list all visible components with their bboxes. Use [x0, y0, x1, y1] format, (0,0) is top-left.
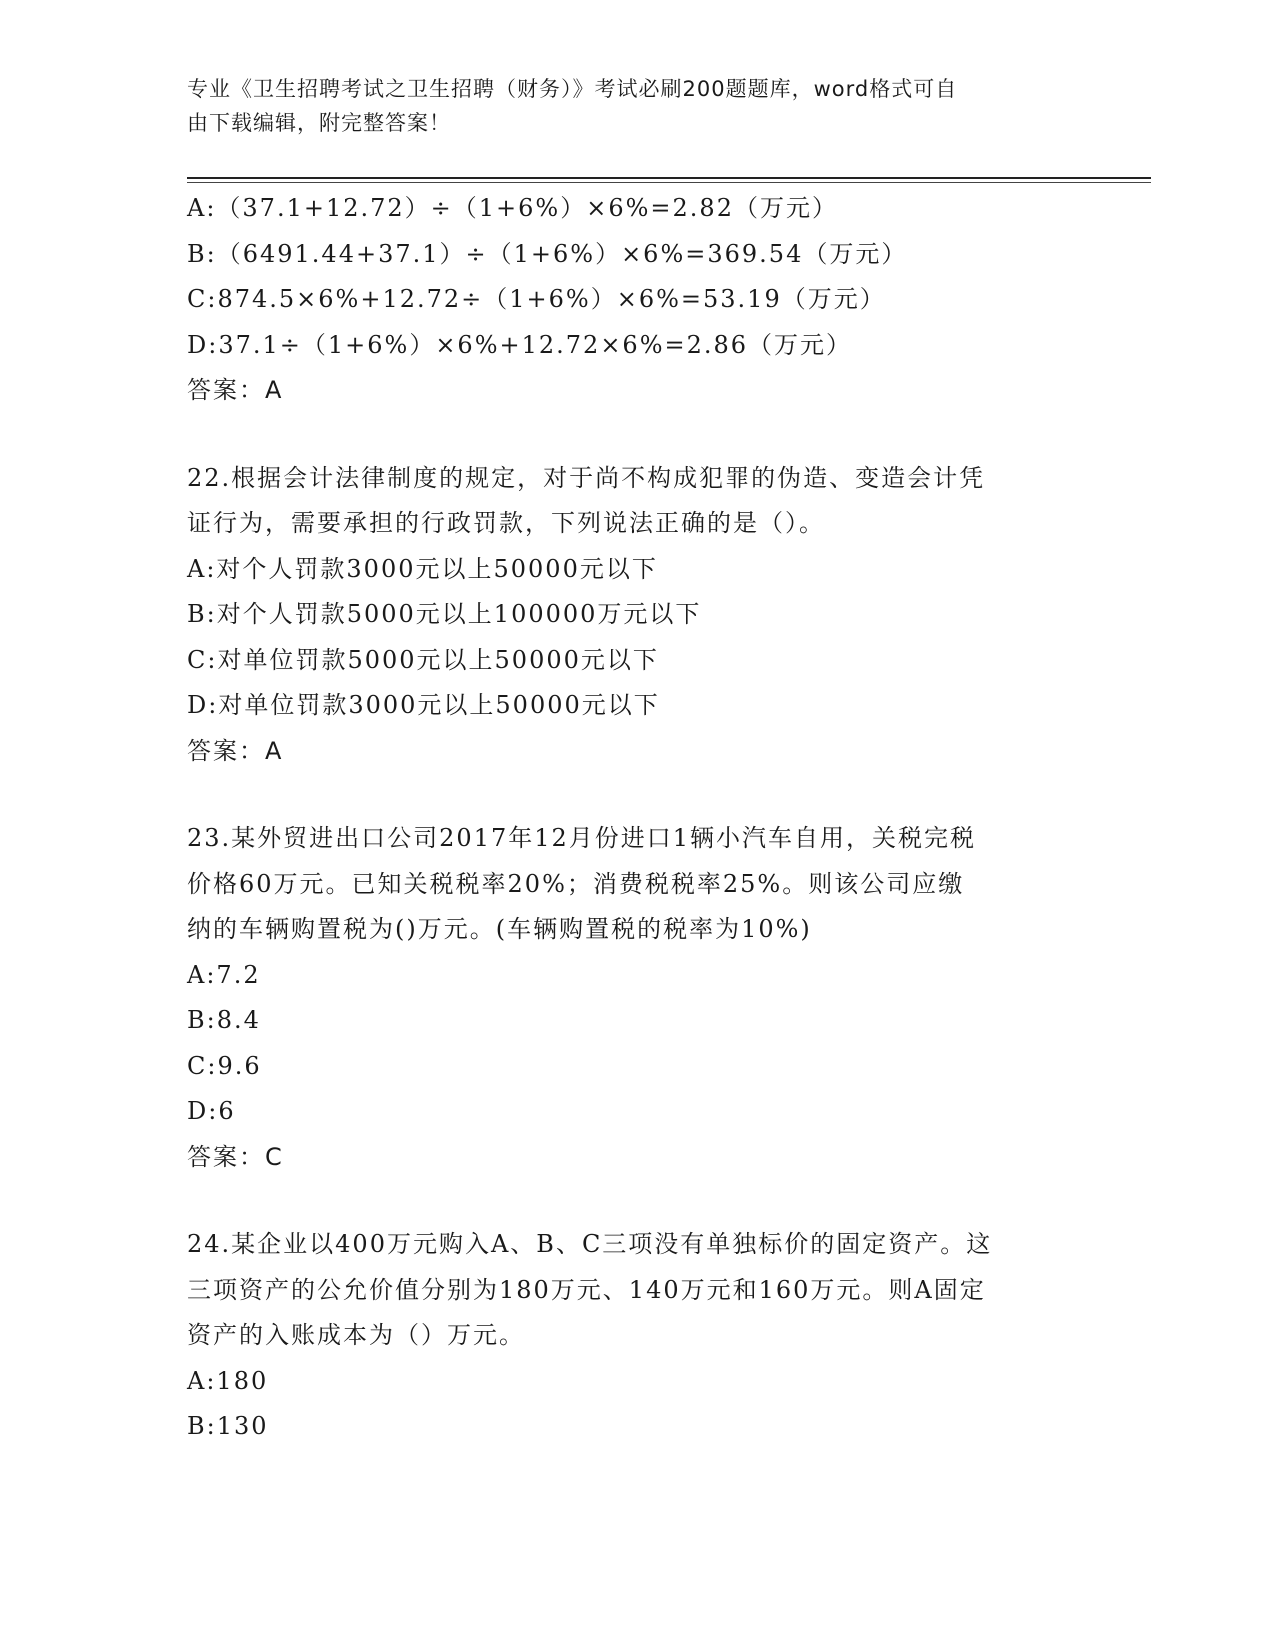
question-23: [187, 816, 1087, 1180]
spacer: [187, 414, 1087, 456]
option-a: A:对个人罚款3000元以上50000元以下: [187, 554, 658, 583]
option-c: C:874.5×6%+12.72÷（1+6%）×6%=53.19（万元）: [187, 285, 886, 313]
option-a: A:180: [187, 1366, 269, 1395]
question-stem-line: 纳的车辆购置税为()万元。(车辆购置税的税率为10%): [187, 915, 812, 943]
question-stem-line: 价格60万元。已知关税税率20%；消费税税率25%。则该公司应缴: [187, 869, 965, 898]
answer: 答案：A: [187, 376, 284, 404]
question-stem-line: 资产的入账成本为（）万元。: [187, 1321, 525, 1349]
question-22: [187, 456, 1087, 775]
header-divider-thin: [187, 182, 1151, 183]
question-stem-line: 证行为，需要承担的行政罚款，下列说法正确的是（）。: [187, 509, 825, 537]
option-a: A:（37.1+12.72）÷（1+6%）×6%=2.82（万元）: [187, 194, 838, 222]
question-stem-line: 24.某企业以400万元购入A、B、C三项没有单独标价的固定资产。这: [187, 1230, 993, 1258]
header-line-2: 由下载编辑，附完整答案！: [187, 111, 451, 135]
header-divider-thick: [187, 177, 1151, 179]
question-stem-line: 23.某外贸进出口公司2017年12月份进口1辆小汽车自用，关税完税: [187, 824, 977, 852]
question-stem-line: 22.根据会计法律制度的规定，对于尚不构成犯罪的伪造、变造会计凭: [187, 463, 986, 492]
spacer: [187, 1180, 1087, 1222]
answer: 答案：C: [187, 1142, 284, 1171]
document-header: [187, 72, 1067, 140]
question-24: [187, 1222, 1087, 1450]
question-21: [187, 186, 1087, 414]
option-b: B:8.4: [187, 1006, 261, 1034]
question-list: [187, 186, 1087, 1450]
option-d: D:37.1÷（1+6%）×6%+12.72×6%=2.86（万元）: [187, 330, 853, 359]
option-c: C:9.6: [187, 1051, 262, 1080]
question-stem-line: 三项资产的公允价值分别为180万元、140万元和160万元。则A固定: [187, 1275, 986, 1304]
option-d: D:6: [187, 1097, 236, 1125]
option-d: D:对单位罚款3000元以上50000元以下: [187, 691, 660, 719]
option-b: B:（6491.44+37.1）÷（1+6%）×6%=369.54（万元）: [187, 239, 908, 268]
option-a: A:7.2: [187, 960, 261, 989]
spacer: [187, 774, 1087, 816]
answer: 答案：A: [187, 736, 284, 765]
option-c: C:对单位罚款5000元以上50000元以下: [187, 645, 659, 674]
option-b: B:对个人罚款5000元以上100000万元以下: [187, 600, 702, 628]
option-b: B:130: [187, 1412, 269, 1440]
header-line-1: 专业《卫生招聘考试之卫生招聘（财务）》考试必刷200题题库，word格式可自: [187, 77, 958, 101]
